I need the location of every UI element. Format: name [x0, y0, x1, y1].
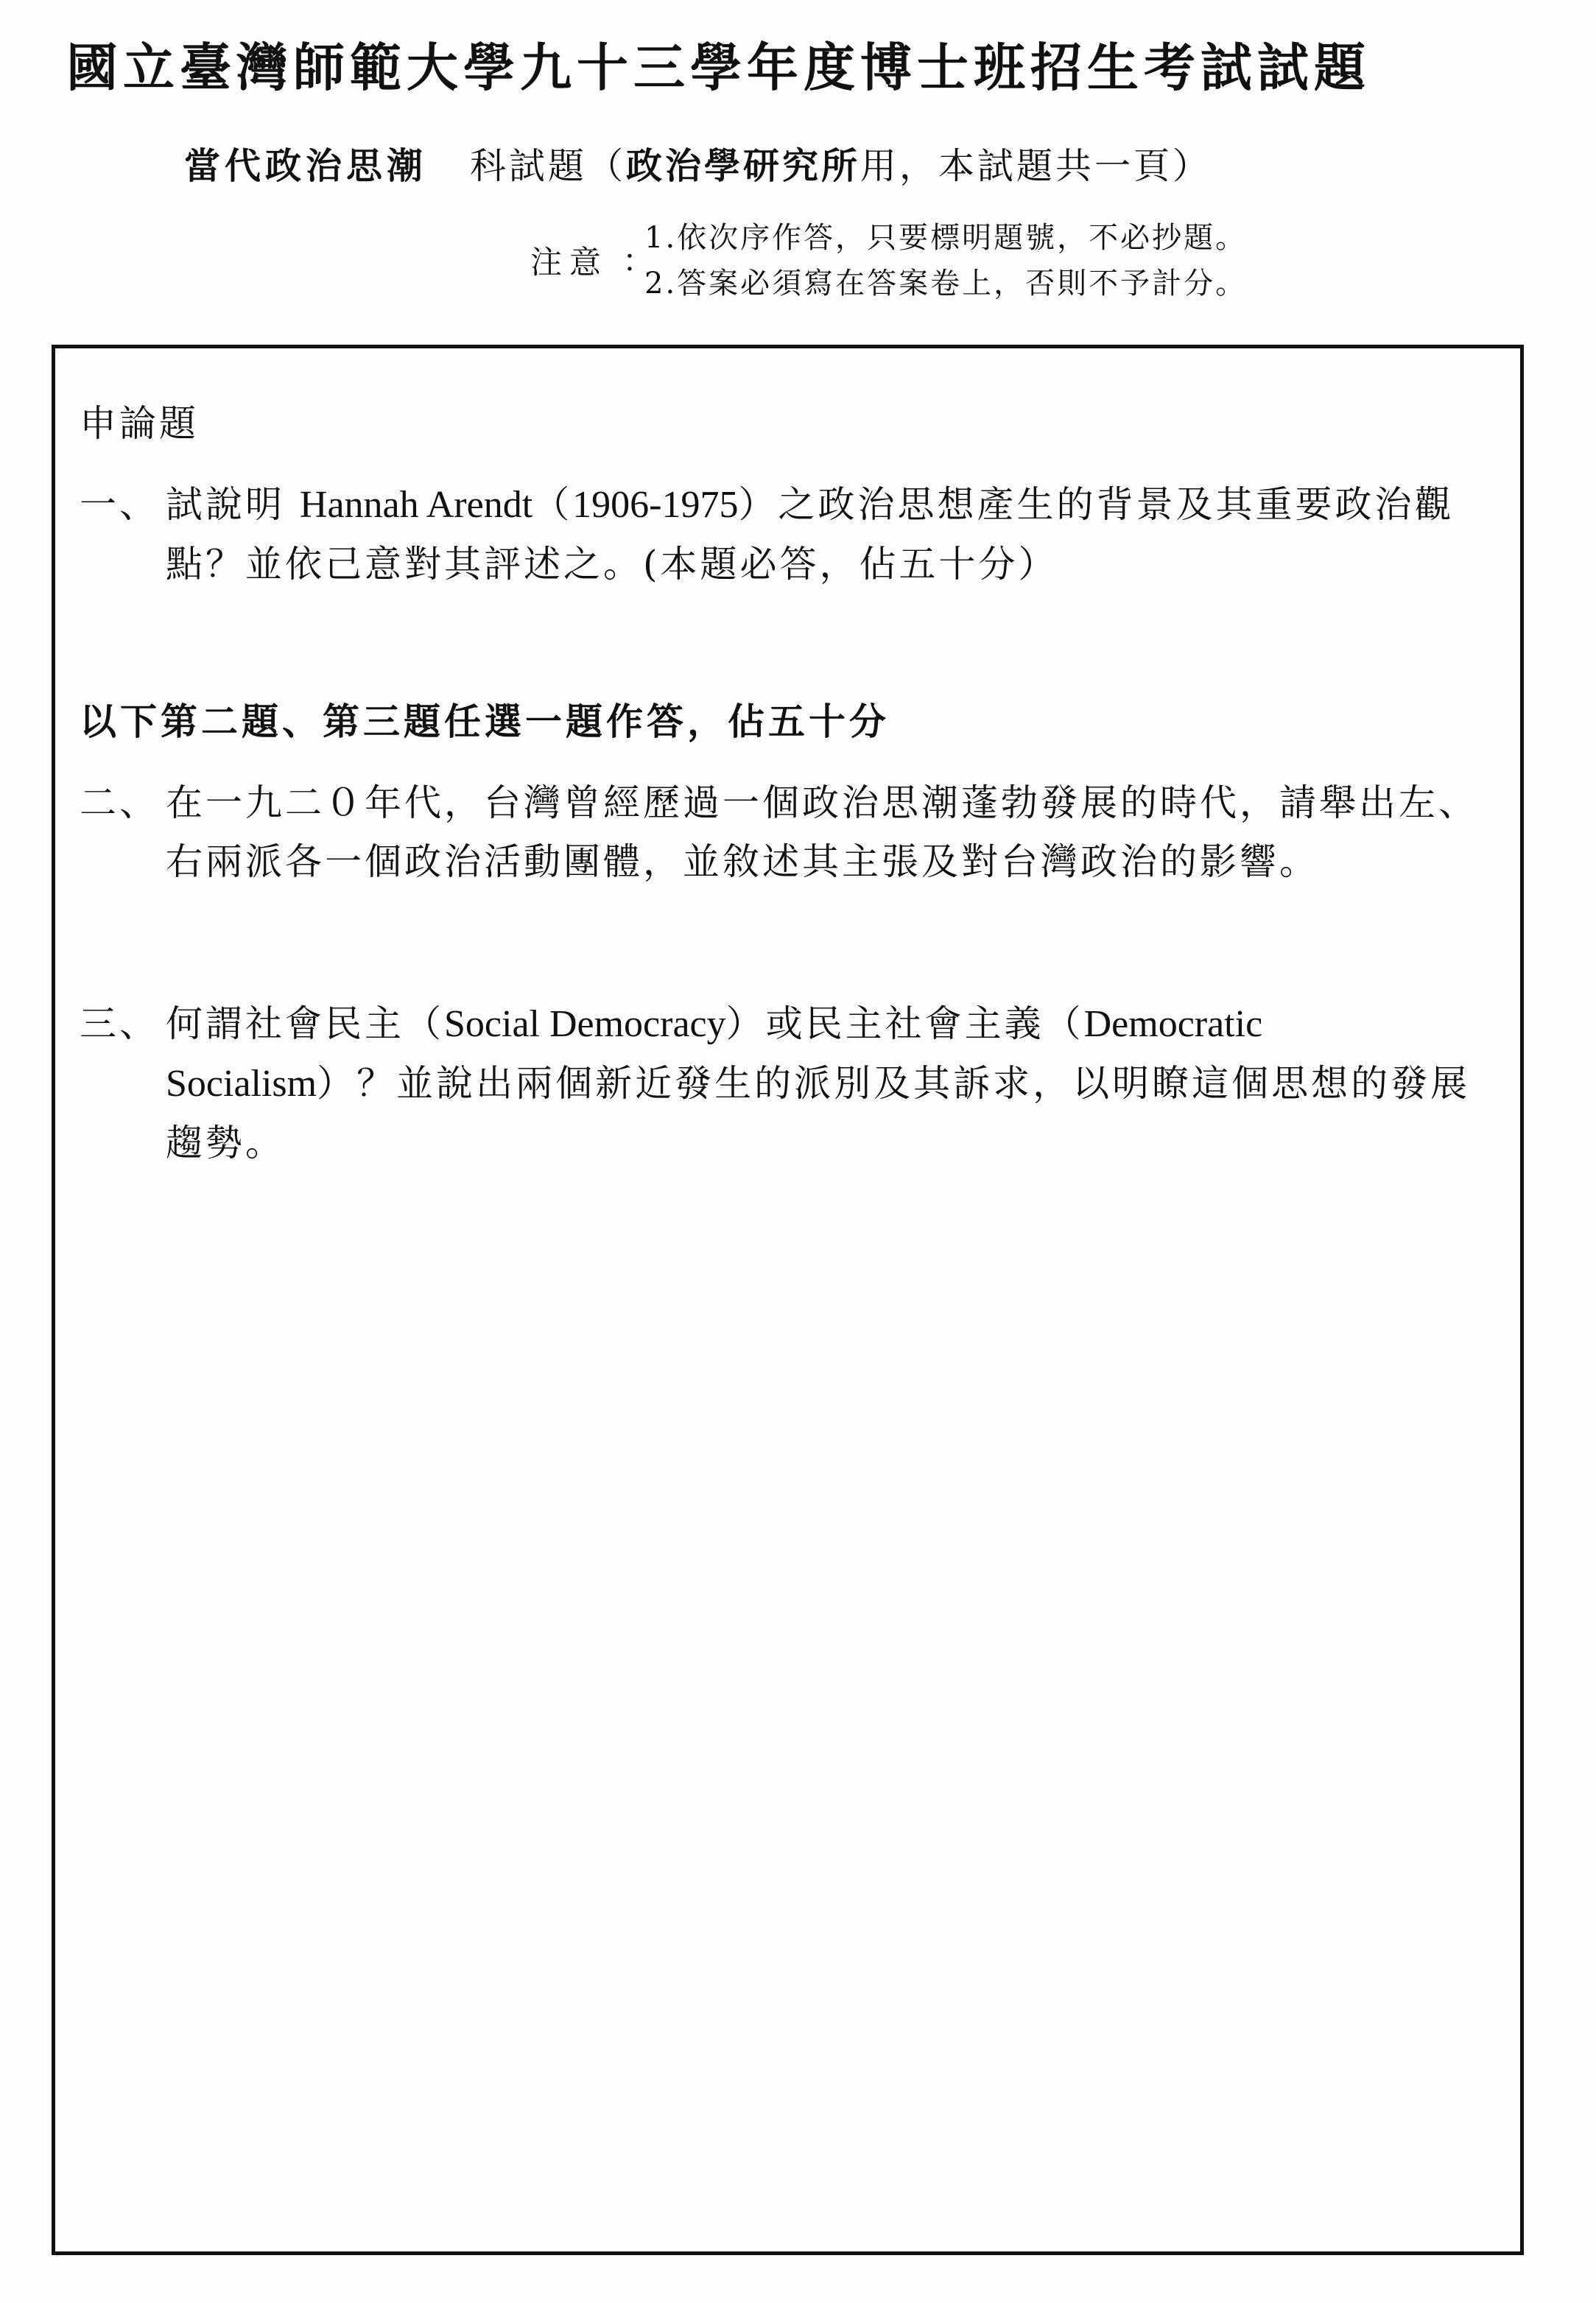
notice-label: 注意	[530, 245, 608, 281]
notice-item: 2.答案必須寫在答案卷上，否則不予計分。	[644, 267, 1248, 300]
question-text-part: ）或民主社會主義（	[725, 1002, 1084, 1045]
subject-name: 當代政治思潮	[184, 144, 428, 187]
exam-title: 國立臺灣師範大學九十三學年度博士班招生考試試題	[66, 37, 1371, 98]
question-text	[166, 475, 1501, 594]
question-number: 二、	[80, 781, 159, 824]
section-heading: 申論題	[80, 402, 199, 445]
english-term: Democratic Socialism	[166, 1003, 1263, 1105]
notice-block	[530, 215, 1414, 311]
question-number: 三、	[80, 1002, 159, 1045]
question-2	[80, 773, 1501, 891]
question-number: 一、	[80, 483, 159, 526]
question-3	[80, 994, 1501, 1172]
exam-subtitle	[184, 140, 1436, 192]
english-term: Social Democracy	[444, 1003, 726, 1045]
notice-items	[644, 215, 1247, 306]
question-1	[80, 475, 1501, 594]
subtitle-suffix: 用，本試題共一頁）	[860, 145, 1212, 187]
notice-item: 1.依次序作答，只要標明題號，不必抄題。	[644, 221, 1248, 255]
institute-name: 政治學研究所	[626, 144, 861, 187]
notice-colon: ：	[622, 243, 654, 280]
question-text-part: ）？並說出兩個新近發生的派別及其訴求，以明瞭這個思想的發展趨勢。	[166, 1062, 1471, 1164]
question-text-part: ）之政治思想產生的背景及其重要政治觀點？並依己意對其評述之。(本題必答，佔五十分）	[166, 483, 1455, 586]
question-text: 在一九二０年代，台灣曾經歷過一個政治思潮蓬勃發展的時代，請舉出左、右兩派各一個政治活動團體，並敘述其主張及對台灣政治的影響。	[166, 781, 1478, 883]
question-text-part: （	[532, 483, 573, 526]
question-frame	[52, 345, 1524, 2255]
question-text-part: 何謂社會民主（	[166, 1002, 444, 1045]
question-text	[166, 994, 1501, 1172]
subtitle-prefix: 科試題（	[470, 145, 627, 187]
person-name: Hannah Arendt	[299, 484, 533, 526]
life-years: 1906-1975	[572, 484, 739, 526]
choice-instruction: 以下第二題、第三題任選一題作答，佔五十分	[80, 700, 890, 743]
question-text-part: 試說明	[166, 483, 300, 526]
